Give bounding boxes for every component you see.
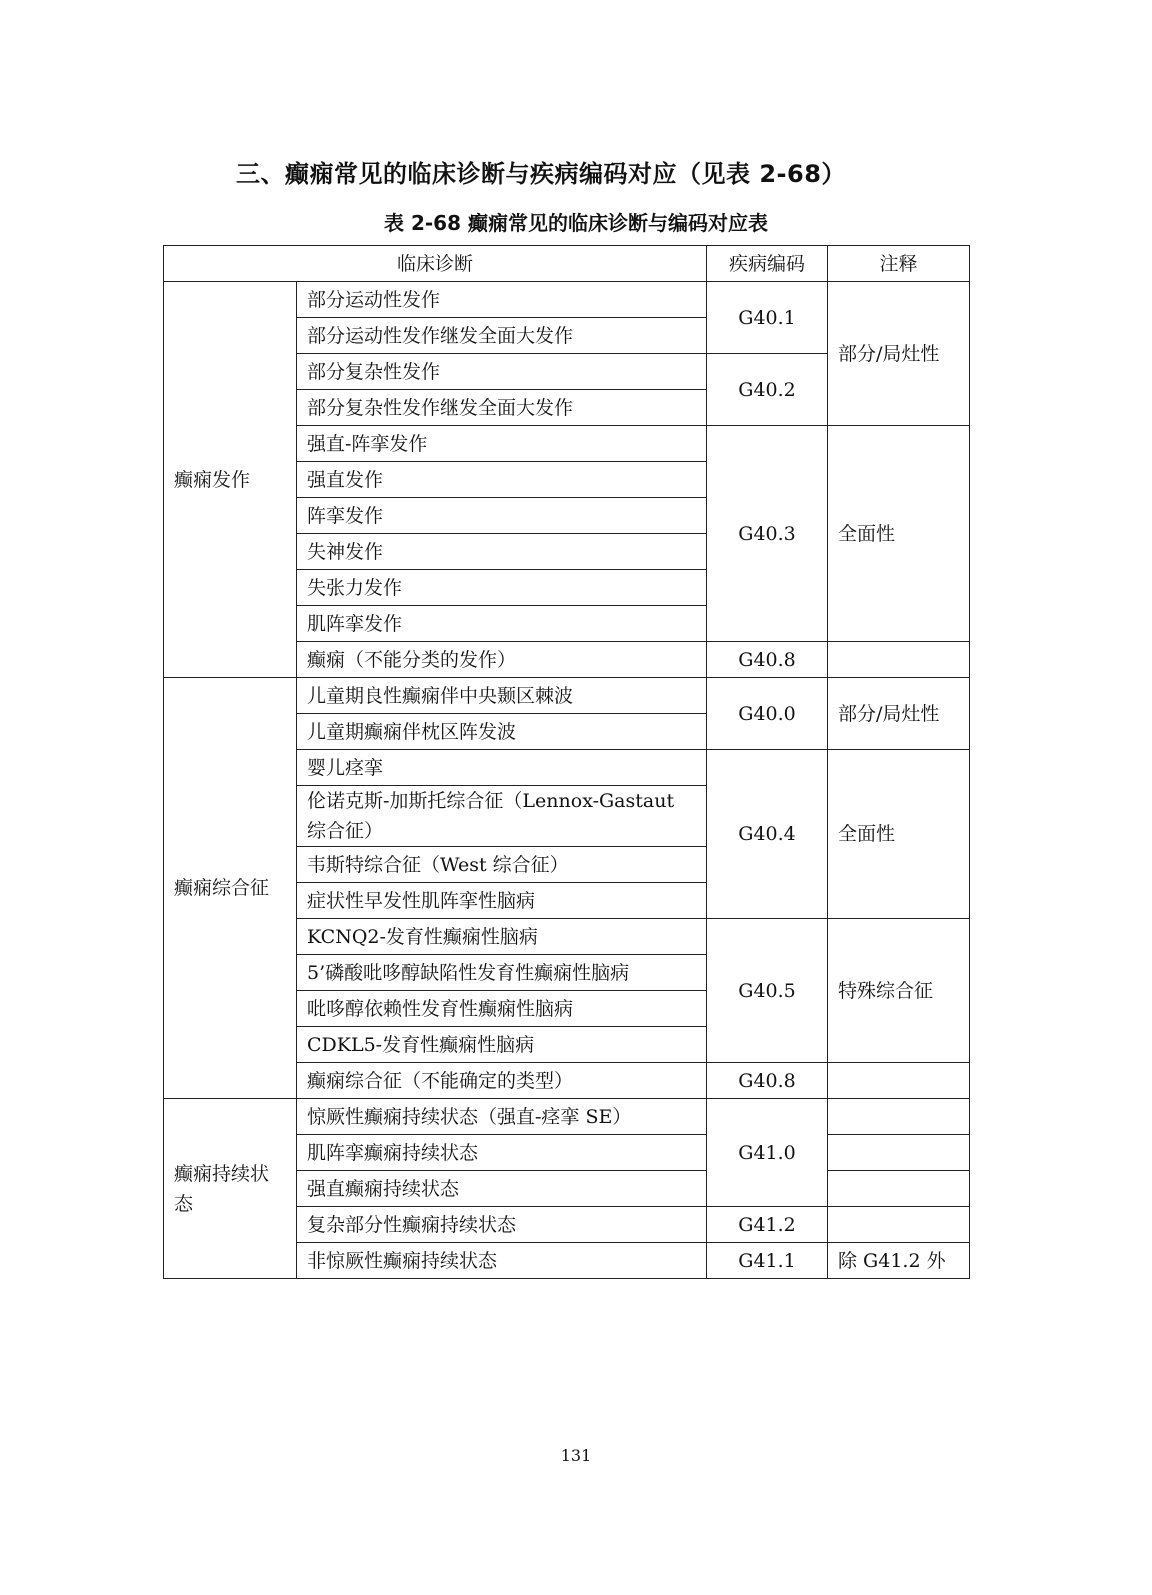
diagnosis-cell: 失神发作: [297, 534, 707, 570]
note-cell: [828, 1135, 970, 1171]
diagnosis-cell: 强直癫痫持续状态: [297, 1171, 707, 1207]
group-seizure: 癫痫发作: [164, 282, 297, 678]
diagnosis-cell: 肌阵挛癫痫持续状态: [297, 1135, 707, 1171]
diagnosis-cell: 症状性早发性肌阵挛性脑病: [297, 883, 707, 919]
diagnosis-cell: 癫痫综合征（不能确定的类型）: [297, 1063, 707, 1099]
table-header-row: [164, 246, 970, 282]
note-cell: 特殊综合征: [828, 919, 970, 1063]
diagnosis-cell: 阵挛发作: [297, 498, 707, 534]
code-cell: G40.0: [707, 678, 828, 750]
code-cell: G40.8: [707, 1063, 828, 1099]
diagnosis-cell: 伦诺克斯-加斯托综合征（Lennox-Gastaut 综合征）: [297, 786, 707, 847]
note-cell: [828, 1063, 970, 1099]
page-number: 131: [560, 1446, 592, 1465]
diagnosis-cell: 失张力发作: [297, 570, 707, 606]
code-cell: G40.2: [707, 354, 828, 426]
diagnosis-cell: 韦斯特综合征（West 综合征）: [297, 847, 707, 883]
diagnosis-cell: 儿童期良性癫痫伴中央颞区棘波: [297, 678, 707, 714]
diagnosis-cell: 部分复杂性发作继发全面大发作: [297, 390, 707, 426]
header-diagnosis: 临床诊断: [164, 246, 707, 282]
code-cell: G40.1: [707, 282, 828, 354]
group-status: 癫痫持续状态: [164, 1099, 297, 1279]
diagnosis-cell: 强直-阵挛发作: [297, 426, 707, 462]
diagnosis-cell: 肌阵挛发作: [297, 606, 707, 642]
diagnosis-cell: 儿童期癫痫伴枕区阵发波: [297, 714, 707, 750]
header-code: 疾病编码: [707, 246, 828, 282]
diagnosis-cell: 非惊厥性癫痫持续状态: [297, 1243, 707, 1279]
diagnosis-cell: 复杂部分性癫痫持续状态: [297, 1207, 707, 1243]
code-cell: G40.4: [707, 750, 828, 919]
table-row: [164, 1099, 970, 1135]
diagnosis-cell: KCNQ2-发育性癫痫性脑病: [297, 919, 707, 955]
table-caption: 表 2-68 癫痫常见的临床诊断与编码对应表: [384, 211, 768, 235]
note-cell: 部分/局灶性: [828, 678, 970, 750]
header-note: 注释: [828, 246, 970, 282]
code-cell: G41.0: [707, 1099, 828, 1207]
diagnosis-cell: 5’磷酸吡哆醇缺陷性发育性癫痫性脑病: [297, 955, 707, 991]
code-cell: G41.1: [707, 1243, 828, 1279]
code-cell: G40.8: [707, 642, 828, 678]
diagnosis-cell: 婴儿痉挛: [297, 750, 707, 786]
diagnosis-cell: 部分运动性发作继发全面大发作: [297, 318, 707, 354]
note-cell: [828, 1171, 970, 1207]
diagnosis-cell: CDKL5-发育性癫痫性脑病: [297, 1027, 707, 1063]
note-cell: 除 G41.2 外: [828, 1243, 970, 1279]
diagnosis-cell: 癫痫（不能分类的发作）: [297, 642, 707, 678]
diagnosis-cell: 部分复杂性发作: [297, 354, 707, 390]
diagnosis-cell: 惊厥性癫痫持续状态（强直-痉挛 SE）: [297, 1099, 707, 1135]
note-cell: 全面性: [828, 426, 970, 642]
code-cell: G41.2: [707, 1207, 828, 1243]
table-row: [164, 678, 970, 714]
note-cell: 部分/局灶性: [828, 282, 970, 426]
code-cell: G40.3: [707, 426, 828, 642]
section-heading: 三、癫痫常见的临床诊断与疾病编码对应（见表 2-68）: [236, 160, 846, 188]
diagnosis-cell: 部分运动性发作: [297, 282, 707, 318]
group-syndrome: 癫痫综合征: [164, 678, 297, 1099]
diagnosis-cell: 吡哆醇依赖性发育性癫痫性脑病: [297, 991, 707, 1027]
note-cell: 全面性: [828, 750, 970, 919]
code-cell: G40.5: [707, 919, 828, 1063]
diagnosis-cell: 强直发作: [297, 462, 707, 498]
table-row: [164, 282, 970, 318]
note-cell: [828, 642, 970, 678]
note-cell: [828, 1099, 970, 1135]
note-cell: [828, 1207, 970, 1243]
diagnosis-code-table: [163, 245, 970, 1279]
